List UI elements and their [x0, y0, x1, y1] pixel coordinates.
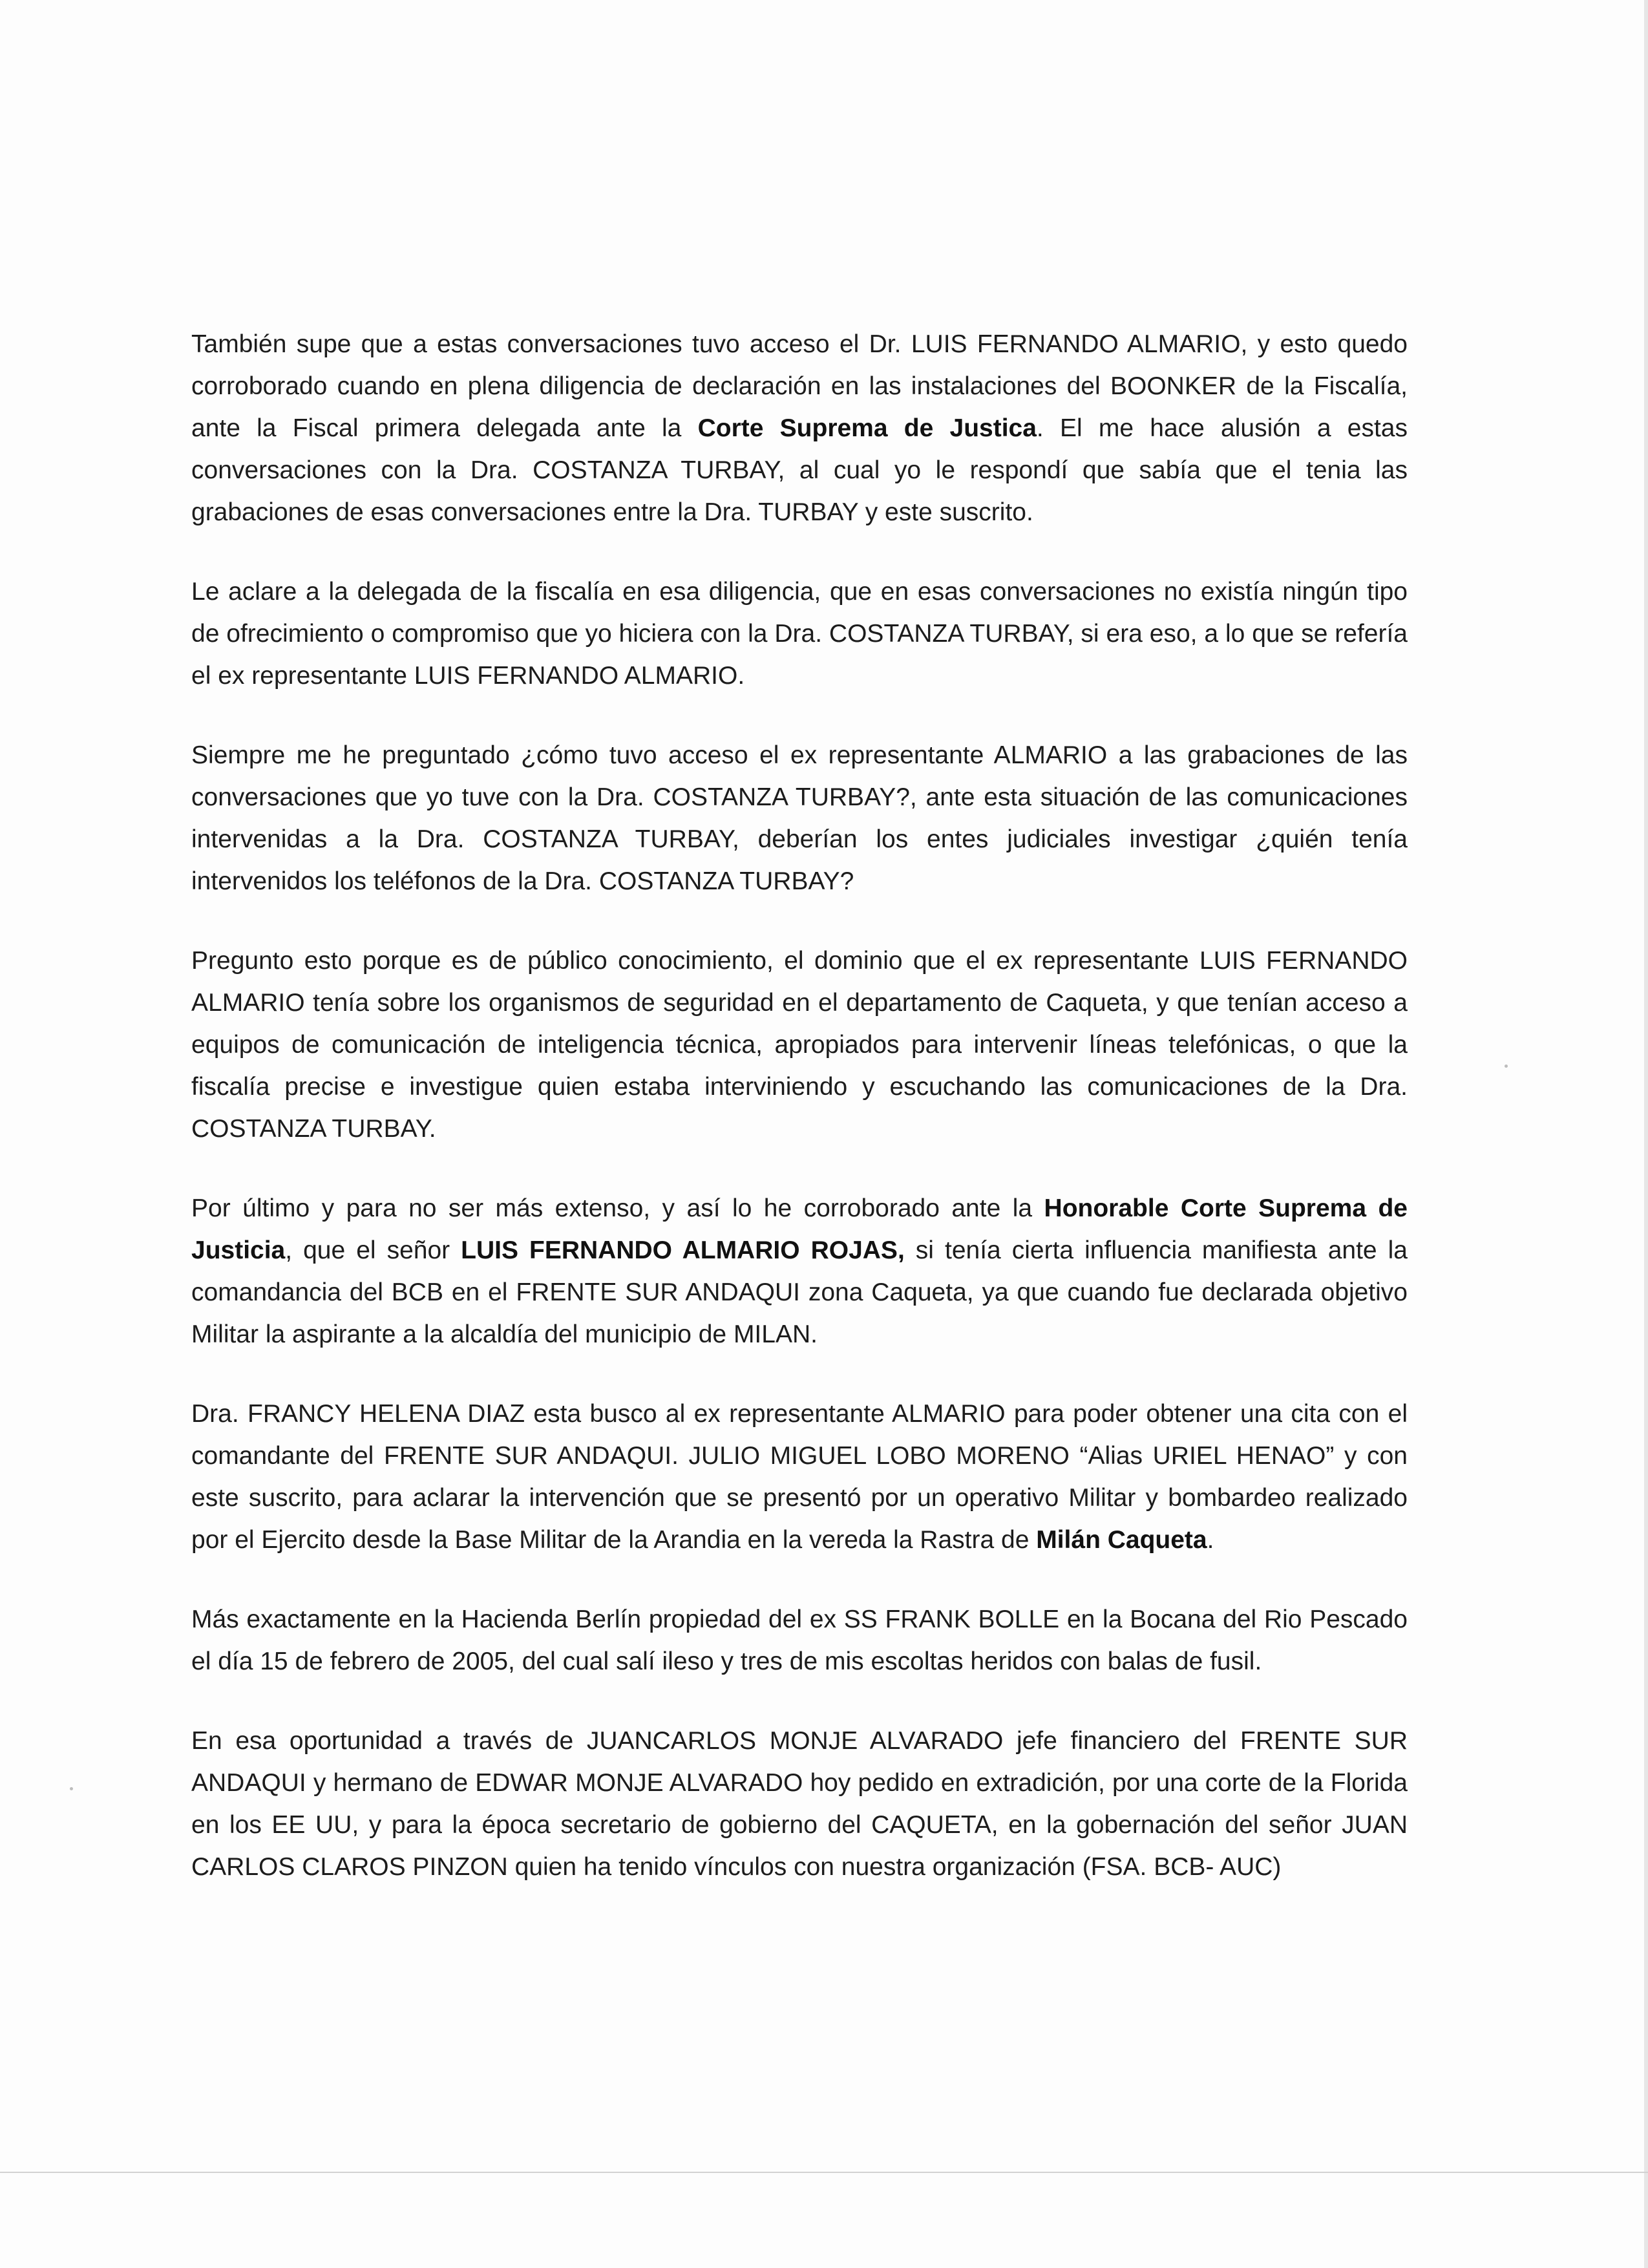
letter-body [191, 323, 1408, 1888]
text-run: . El me hace alusión a estas conversaciones con la Dra. COSTANZA TURBAY, al cual yo le respondí que sabía que el tenia las grabaciones de esas conversaciones entre la Dra. TURBAY y este suscrito. [191, 414, 1408, 526]
text-run: Pregunto esto porque es de público conocimiento, el dominio que el ex representante LUIS FERNANDO ALMARIO tenía sobre los organismos de seguridad en el departamento de Caqueta, y que tenían acceso a equipos de comunicación de inteligencia técnica, apropiados para intervenir líneas telefónicas, o que la fiscalía precise e investigue quien estaba interviniendo y escuchando las comunicaciones de la Dra. COSTANZA TURBAY. [191, 947, 1408, 1143]
paragraph [191, 734, 1408, 902]
paragraph [191, 323, 1408, 533]
scan-speck [70, 1787, 73, 1790]
text-run: Le aclare a la delegada de la fiscalía en esa diligencia, que en esas conversaciones no existía ningún tipo de ofrecimiento o compromiso que yo hiciera con la Dra. COSTANZA TURBAY, si era eso, a lo que se refería el ex representante LUIS FERNANDO ALMARIO. [191, 578, 1408, 690]
text-run: En esa oportunidad a través de JUANCARLOS MONJE ALVARADO jefe financiero del FRENTE SUR ANDAQUI y hermano de EDWAR MONJE ALVARADO hoy pedido en extradición, por una corte de la Florida en los EE UU, y para la época secretario de gobierno del CAQUETA, en la gobernación del señor JUAN CARLOS CLAROS PINZON quien ha tenido vínculos con nuestra organización (FSA. BCB- AUC) [191, 1727, 1408, 1881]
bold-text-run: Corte Suprema de Justica [697, 414, 1037, 442]
text-run: . [1207, 1526, 1214, 1554]
scan-bottom-line [0, 2172, 1648, 2173]
text-run: Siempre me he preguntado ¿cómo tuvo acceso el ex representante ALMARIO a las grabaciones de las conversaciones que yo tuve con la Dra. COSTANZA TURBAY?, ante esta situación de las comunicaciones intervenidas a la Dra. COSTANZA TURBAY, deberían los entes judiciales investigar ¿quién tenía intervenidos los teléfonos de la Dra. COSTANZA TURBAY? [191, 741, 1408, 895]
scan-speck [1505, 1065, 1508, 1068]
paragraph [191, 940, 1408, 1150]
text-run: Por último y para no ser más extenso, y así lo he corroborado ante la [191, 1194, 1044, 1222]
text-run: si tenía cierta influencia manifiesta ante la comandancia del BCB en el FRENTE SUR ANDAQUI zona Caqueta, ya que cuando fue declarada objetivo Militar la aspirante a la alcaldía del municipio de MILAN. [191, 1236, 1408, 1348]
paragraph [191, 571, 1408, 697]
paragraph [191, 1598, 1408, 1682]
text-run: También supe que a estas conversaciones tuvo acceso el Dr. LUIS FERNANDO ALMARIO, y esto quedo corroborado cuando en plena diligencia de declaración en las instalaciones del BOONKER de la Fiscalía, ante la Fiscal primera delegada ante la [191, 330, 1408, 442]
text-run: Dra. FRANCY HELENA DIAZ esta busco al ex representante ALMARIO para poder obtener una cita con el comandante del FRENTE SUR ANDAQUI. JULIO MIGUEL LOBO MORENO “Alias URIEL HENAO” y con este suscrito, para aclarar la intervención que se presentó por un operativo Militar y bombardeo realizado por el Ejercito desde la Base Militar de la Arandia en la vereda la Rastra de [191, 1400, 1408, 1554]
text-run: Más exactamente en la Hacienda Berlín propiedad del ex SS FRANK BOLLE en la Bocana del Rio Pescado el día 15 de febrero de 2005, del cual salí ileso y tres de mis escoltas heridos con balas de fusil. [191, 1606, 1408, 1675]
scan-edge-shadow [1644, 0, 1648, 2268]
bold-text-run: Milán Caqueta [1036, 1526, 1207, 1554]
paragraph [191, 1393, 1408, 1561]
bold-text-run: LUIS FERNANDO ALMARIO ROJAS, [461, 1236, 905, 1264]
text-run: , que el señor [285, 1236, 461, 1264]
paragraph [191, 1720, 1408, 1888]
paragraph [191, 1187, 1408, 1355]
bold-text-run: Honorable Corte Suprema de Justicia [191, 1194, 1408, 1264]
